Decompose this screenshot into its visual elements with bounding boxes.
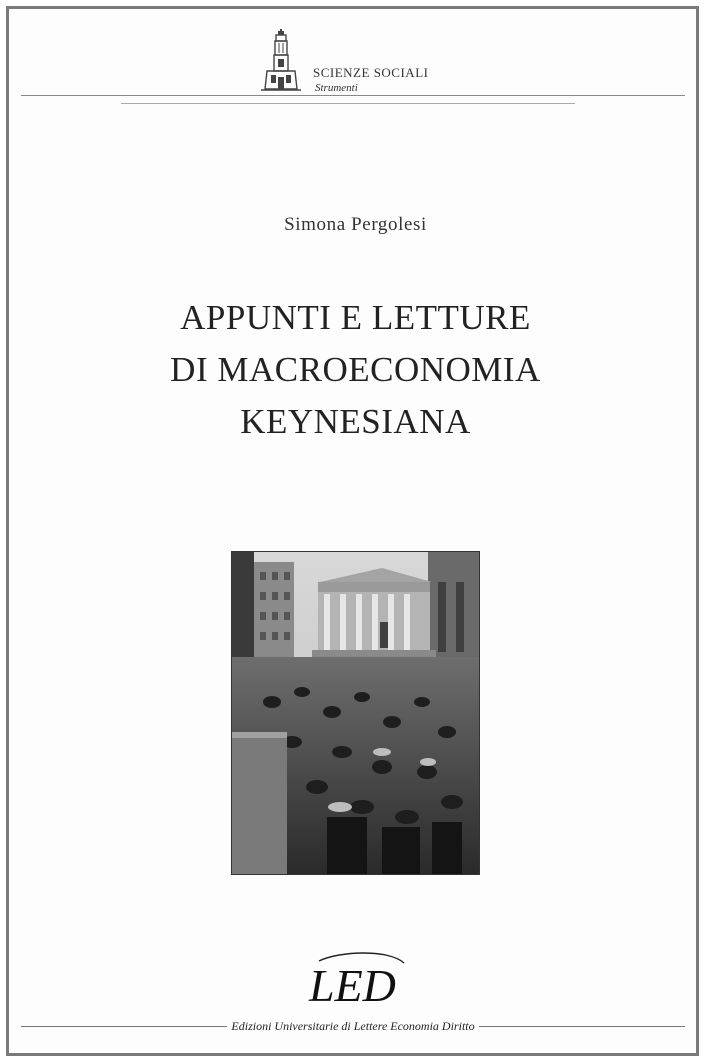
publisher-footer <box>21 1019 685 1034</box>
publisher-name: Edizioni Universitarie di Lettere Economia Diritto <box>231 1019 475 1033</box>
publisher-logo <box>299 949 419 1019</box>
divider <box>121 103 575 104</box>
series-subtitle: Strumenti <box>315 82 358 94</box>
series-title: SCIENZE SOCIALI <box>313 65 429 80</box>
title-line: APPUNTI E LETTURE <box>180 298 531 337</box>
title-line: KEYNESIANA <box>240 402 471 441</box>
divider <box>21 95 685 96</box>
book-title <box>9 292 702 448</box>
publisher-logo-text: LED <box>309 960 396 1011</box>
book-cover <box>6 6 699 1056</box>
cover-photo <box>231 551 480 875</box>
divider <box>479 1026 685 1027</box>
title-line: DI MACROECONOMIA <box>170 350 541 389</box>
divider <box>21 1026 227 1027</box>
author-name: Simona Pergolesi <box>284 214 427 235</box>
tower-icon <box>259 29 303 95</box>
